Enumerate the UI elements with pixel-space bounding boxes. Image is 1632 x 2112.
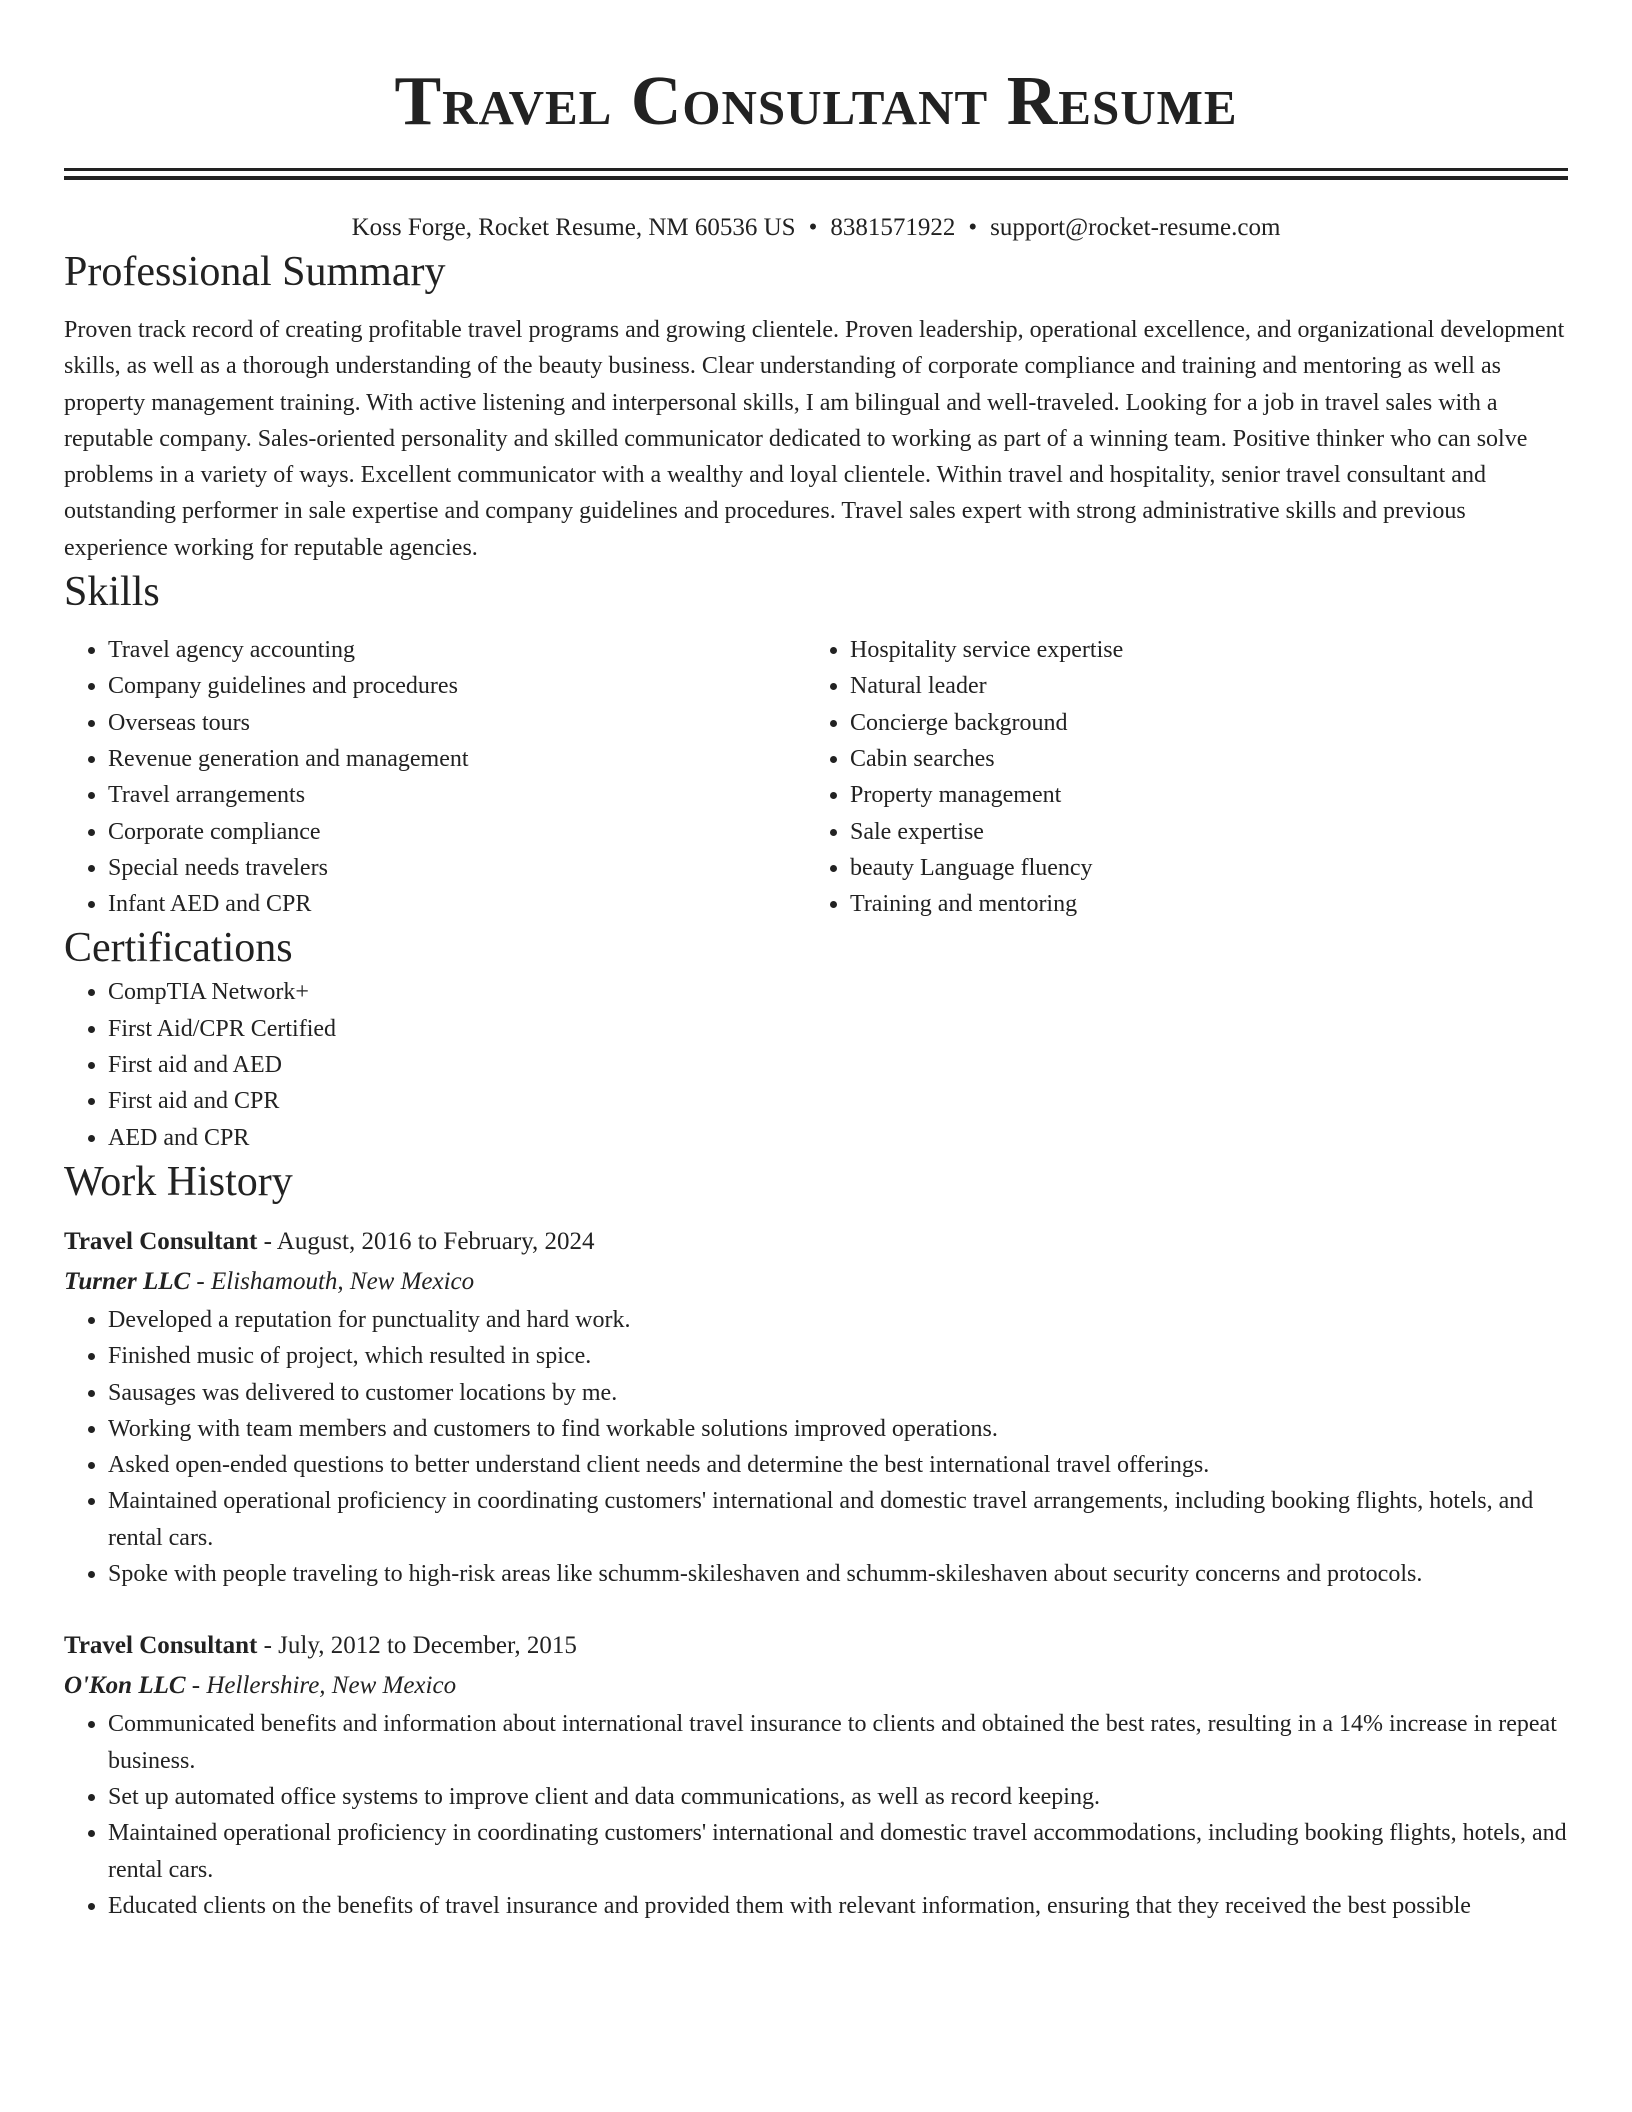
job-duties-list [64,1706,1568,1924]
job-header [64,1222,1568,1262]
skill-item: • Sale expertise [850,814,1548,850]
job-duty: • Developed a reputation for punctuality and hard work. [108,1302,1568,1338]
contact-phone: 8381571922 [830,214,956,241]
job-duty: • Spoke with people traveling to high-risk areas like schumm-skileshaven and schumm-skileshaven about security concerns and protocols. [108,1556,1568,1592]
job-header [64,1626,1568,1666]
skill-item: • Concierge background [850,705,1548,741]
job-duty: • Maintained operational proficiency in coordinating customers' international and domestic travel accommodations, including booking flights, hotels, and rental cars. [108,1815,1568,1888]
job-company: O'Kon LLC [64,1672,186,1700]
certification-item: • CompTIA Network+ [108,974,1568,1010]
skill-item: • Property management [850,777,1548,813]
skill-item: • Overseas tours [108,705,806,741]
skill-item: • Travel arrangements [108,777,806,813]
skills-heading: Skills [64,569,160,616]
skill-item: • Cabin searches [850,741,1548,777]
contact-address: Koss Forge, Rocket Resume, NM 60536 US [351,214,796,241]
job-role: Travel Consultant [64,1632,258,1660]
contact-line [64,210,1568,246]
skills-list-right [806,632,1548,922]
certifications-heading: Certifications [64,925,293,972]
job-company: Turner LLC [64,1267,191,1295]
skills-column-right [806,632,1548,922]
skill-item: • Training and mentoring [850,886,1548,922]
job-duty: • Communicated benefits and information about international travel insurance to clients and obtained the best rates, resulting in a 14% increase in repeat business. [108,1706,1568,1779]
certification-item: • First aid and AED [108,1047,1568,1083]
skill-item: • beauty Language fluency [850,850,1548,886]
job-location: - Elishamouth, New Mexico [190,1267,475,1295]
certification-item: • First Aid/CPR Certified [108,1011,1568,1047]
job-duty: • Set up automated office systems to improve client and data communications, as well as record keeping. [108,1779,1568,1815]
contact-email: support@rocket-resume.com [990,214,1281,241]
job-duty: • Finished music of project, which resulted in spice. [108,1338,1568,1374]
job-duty: • Sausages was delivered to customer locations by me. [108,1375,1568,1411]
job-duty: • Working with team members and customers to find workable solutions improved operations. [108,1411,1568,1447]
job-role: Travel Consultant [64,1227,258,1255]
work-history-heading: Work History [64,1158,293,1205]
skills-list-left [64,632,806,922]
skills-column-left [64,632,806,922]
skill-item: • Special needs travelers [108,850,806,886]
skills-grid [64,632,1568,922]
skill-item: • Corporate compliance [108,814,806,850]
job-company-line [64,1262,1568,1302]
title-divider [64,168,1568,180]
skill-item: • Natural leader [850,668,1548,704]
job-duty: • Asked open-ended questions to better understand client needs and determine the best international travel offerings. [108,1447,1568,1483]
job-duty: • Educated clients on the benefits of travel insurance and provided them with relevant information, ensuring that they received the best possible [108,1888,1568,1924]
skill-item: • Travel agency accounting [108,632,806,668]
skill-item: • Hospitality service expertise [850,632,1548,668]
summary-text: Proven track record of creating profitable travel programs and growing clientele. Proven leadership, operational excellence, and organizational development skills, as well as a thorough understanding of the beauty business. Clear understanding of corporate compliance and training and mentoring as well as property management training. With active listening and interpersonal skills, I am bilingual and well-traveled. Looking for a job in travel sales with a reputable company. Sales-oriented personality and skilled communicator dedicated to working as part of a winning team. Positive thinker who can solve problems in a variety of ways. Excellent communicator with a wealthy and loyal clientele. Within travel and hospitality, senior travel consultant and outstanding performer in sale expertise and company guidelines and procedures. Travel sales expert with strong administrative skills and previous experience working for reputable agencies. [64,317,1565,561]
certification-item: • AED and CPR [108,1120,1568,1156]
certification-item: • First aid and CPR [108,1083,1568,1119]
resume-title: Travel Consultant Resume [394,63,1238,140]
job-entry [64,1222,1568,1592]
skill-item: • Company guidelines and procedures [108,668,806,704]
skill-item: • Revenue generation and management [108,741,806,777]
skill-item: • Infant AED and CPR [108,886,806,922]
job-duties-list [64,1302,1568,1592]
job-location: - Hellershire, New Mexico [185,1672,457,1700]
contact-separator: • [968,214,978,241]
contact-separator: • [808,214,818,241]
job-dates: - August, 2016 to February, 2024 [257,1227,595,1255]
job-duty: • Maintained operational proficiency in coordinating customers' international and domestic travel arrangements, including booking flights, hotels, and rental cars. [108,1483,1568,1556]
job-entry [64,1626,1568,1924]
job-company-line [64,1666,1568,1706]
job-dates: - July, 2012 to December, 2015 [257,1632,577,1660]
summary-heading: Professional Summary [64,249,446,295]
certifications-list [64,974,1568,1155]
